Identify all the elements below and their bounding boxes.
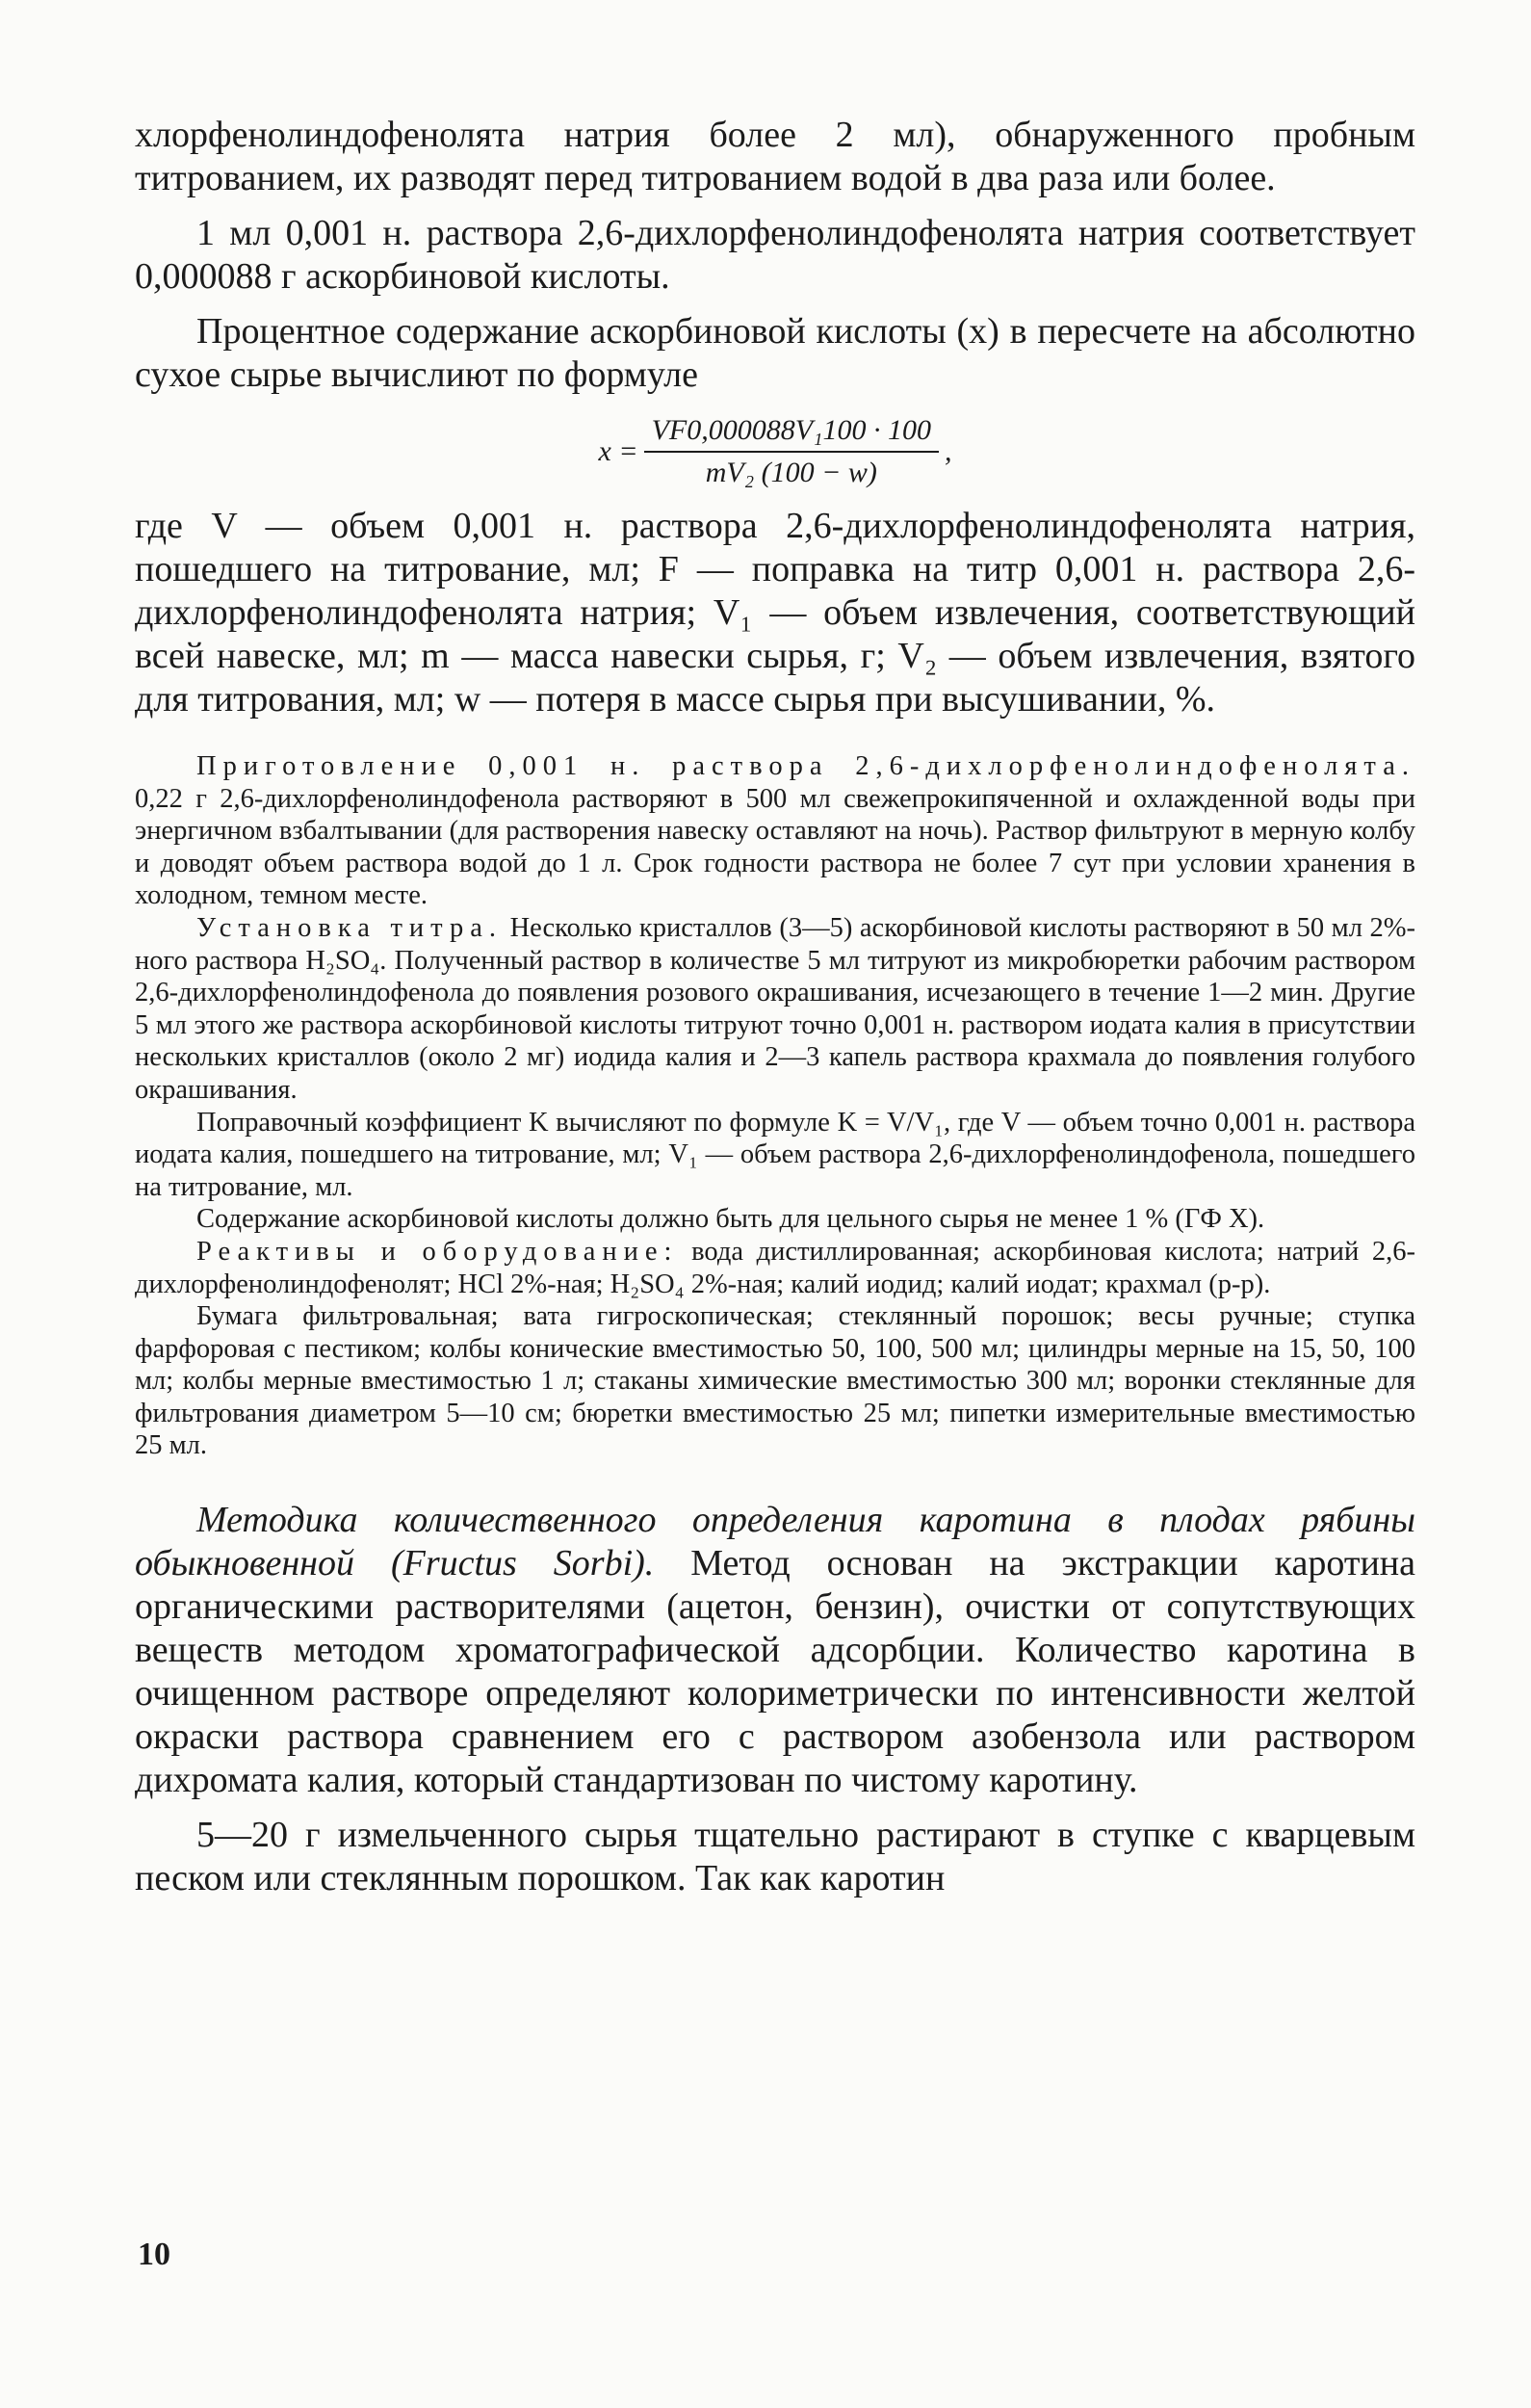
formula-fraction: [644, 414, 939, 489]
preparation-heading: Приготовление 0,001 н. раствора 2,6-дихлорфенолиндофенолята.: [196, 751, 1415, 781]
reagents-heading: Реактивы и оборудование:: [196, 1236, 679, 1267]
paragraph-equivalence: 1 мл 0,001 н. раствора 2,6-дихлорфенолиндофенолята натрия соответствует 0,000088 г аскорбиновой кислоты.: [135, 213, 1415, 297]
page-body: [135, 114, 1415, 1900]
paragraph-content-norm: Содержание аскорбиновой кислоты должно быть для цельного сырья не менее 1 % (ГФ X).: [196, 1204, 1265, 1235]
method-body: Метод основан на экстракции каротина органическими растворителями (ацетон, бензин), очистки от сопутствующих веществ методом хроматографической адсорбции. Количество каротина в очищенном растворе определяют колориметрически по интенсивности желтой окраски раствора сравнением его с раствором азобензола или раствором дихромата калия, который стандартизован по чистому каротину.: [135, 1543, 1415, 1801]
formula-trail: ,: [944, 435, 952, 467]
page-number: 10: [138, 2237, 170, 2272]
formula-denominator: mV₂ (100 − w): [705, 457, 877, 488]
titer-body: Несколько кристаллов (3—5) аскорбиновой кислоты растворяют в 50 мл 2%-ного раствора H₂SO₄. Полученный раствор в количестве 5 мл титруют из микробюретки рабочим раствором 2,6-дихлорфенолиндофенола до появления розового окрашивания, исчезающего в течение 1—2 мин. Другие 5 мл этого же раствора аскорбиновой кислоты титруют точно 0,001 н. раствором иодата калия в присутствии нескольких кристаллов (около 2 мг) иодида калия и 2—3 капель раствора крахмала до появления голубого окрашивания.: [135, 912, 1415, 1105]
paragraph-variables: где V — объем 0,001 н. раствора 2,6-дихлорфенолиндофенолята натрия, пошедшего на титрование, мл; F — поправка на титр 0,001 н. раствора 2,6-дихлорфенолиндофенолята натрия; V₁ — объем извлечения, соответствующий всей навеске, мл; m — масса навески сырья, г; V₂ — объем извлечения, взятого для титрования, мл; w — потеря в массе сырья при высушивании, %.: [135, 506, 1415, 720]
paragraph-equipment: Бумага фильтровальная; вата гигроскопическая; стеклянный порошок; весы ручные; ступка фарфоровая с пестиком; колбы конические вместимостью 50, 100, 500 мл; цилиндры мерные на 15, 50, 100 мл; колбы мерные вместимостью 1 л; стаканы химические вместимостью 300 мл; воронки стеклянные для фильтрования диаметром 5—10 см; бюретки вместимостью 25 мл; пипетки измерительные вместимостью 25 мл.: [135, 1301, 1415, 1461]
paragraph-reagents: [135, 1236, 1415, 1300]
formula-lhs: x =: [598, 435, 638, 467]
small-print-block: [135, 750, 1415, 1462]
preparation-body: 0,22 г 2,6-дихлорфенолиндофенола растворяют в 500 мл свежепрокипяченной и охлажденной воды при энергичном взбалтывании (для растворения навеску оставляют на ночь). Раствор фильтруют в мерную колбу и доводят объем раствора водой до 1 л. Срок годности раствора не более 7 сут при условии хранения в холодном, темном месте.: [135, 783, 1415, 911]
paragraph-preparation: [135, 750, 1415, 912]
method-title: Методика количественного определения каротина в плодах рябины обыкновенной (Fructus Sorbi).: [135, 1500, 1415, 1584]
formula-numerator: VF0,000088V₁100 · 100: [644, 414, 939, 453]
titer-heading: Установка титра.: [196, 912, 503, 943]
paragraph-coefficient: Поправочный коэффициент K вычисляют по формуле K = V/V₁, где V — объем точно 0,001 н. раствора иодата калия, пошедшего на титрование, мл; V₁ — объем раствора 2,6-дихлорфенолиндофенола, пошедшего на титрование, мл.: [135, 1107, 1415, 1202]
formula-ascorbic: [135, 414, 1415, 489]
paragraph-method: [135, 1499, 1415, 1802]
paragraph-percent-intro: Процентное содержание аскорбиновой кислоты (x) в пересчете на абсолютно сухое сырье вычислиют по формуле: [135, 311, 1415, 395]
paragraph-titer: [135, 912, 1415, 1107]
paragraph-procedure: 5—20 г измельченного сырья тщательно растирают в ступке с кварцевым песком или стеклянным порошком. Так как каротин: [135, 1815, 1415, 1899]
reagents-body: вода дистиллированная; аскорбиновая кислота; натрий 2,6-дихлорфенолиндофенолят; HCl 2%-ная; H₂SO₄ 2%-ная; калий иодид; калий иодат; крахмал (р-р).: [135, 1236, 1415, 1299]
paragraph-continuation: хлорфенолиндофенолята натрия более 2 мл), обнаруженного пробным титрованием, их разводят перед титрованием водой в два раза или более.: [135, 115, 1415, 198]
